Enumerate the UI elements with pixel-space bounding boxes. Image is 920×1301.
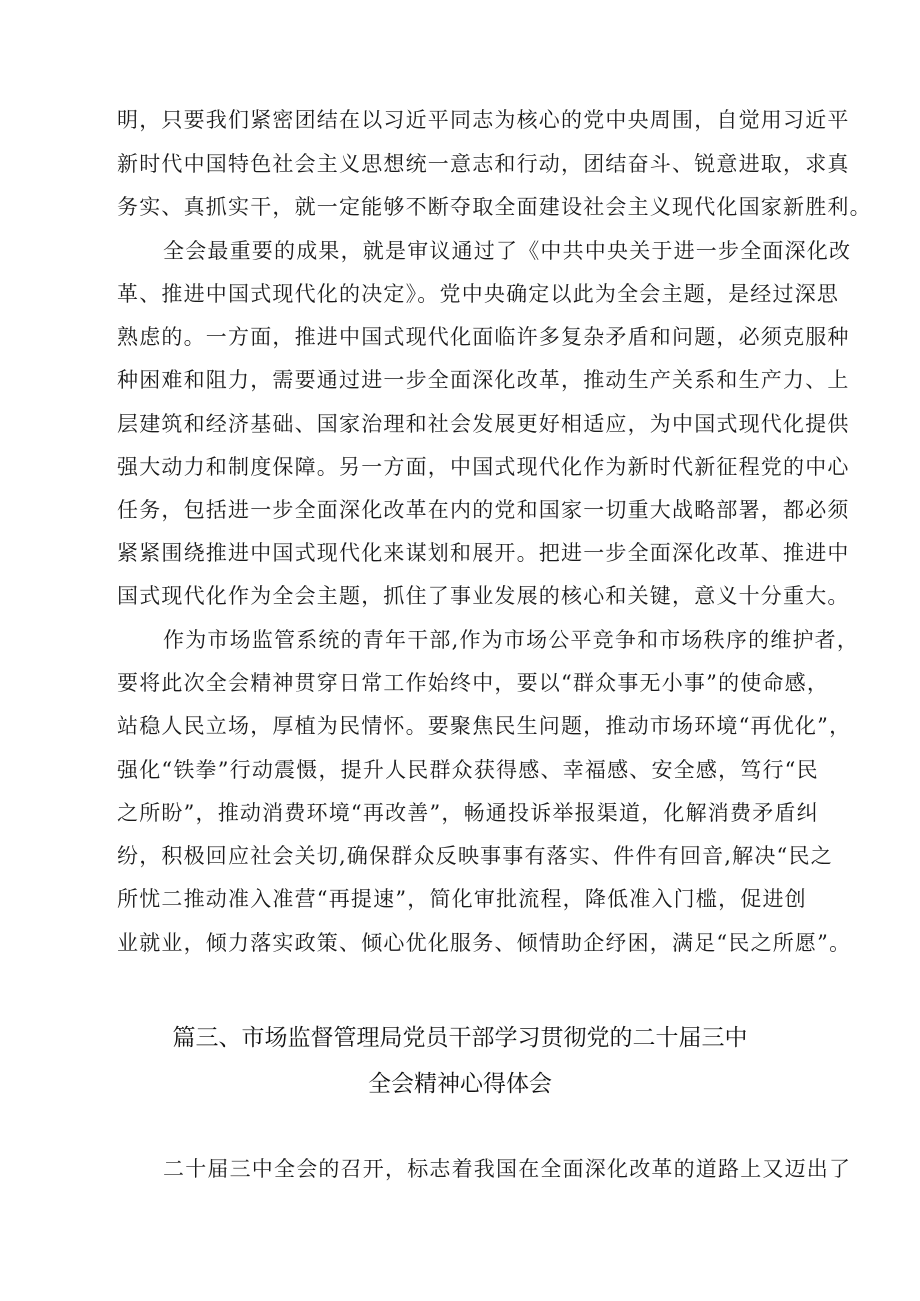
paragraph-2-line-1: 全会最重要的成果，就是审议通过了《中共中央关于进一步全面深化改	[163, 239, 852, 263]
paragraph-2-line-8: 紧紧围绕推进中国式现代化来谋划和展开。把进一步全面深化改革、推进中	[117, 541, 850, 565]
paragraph-1-line-3: 务实、真抓实干，就一定能够不断夺取全面建设社会主义现代化国家新胜利。	[117, 195, 872, 219]
paragraph-1-line-2: 新时代中国特色社会主义思想统一意志和行动，团结奋斗、锐意进取，求真	[117, 152, 850, 176]
paragraph-2-line-4: 种困难和阻力，需要通过进一步全面深化改革，推动生产关系和生产力、上	[117, 368, 850, 392]
section-heading-line-2: 全会精神心得体会	[368, 1071, 552, 1097]
paragraph-1-line-1: 明，只要我们紧密团结在以习近平同志为核心的党中央周围，自觉用习近平	[117, 108, 850, 132]
paragraph-3-line-8: 业就业，倾力落实政策、倾心优化服务、倾情助企纾困，满足“民之所愿”。	[117, 931, 852, 955]
paragraph-2-line-9: 国式现代化作为全会主题，抓住了事业发展的核心和关键，意义十分重大。	[117, 584, 850, 608]
paragraph-3-line-2: 要将此次全会精神贯穿日常工作始终中，要以“群众事无小事”的使命感，	[117, 671, 830, 695]
final-paragraph-line-1: 二十届三中全会的召开，标志着我国在全面深化改革的道路上又迈出了	[163, 1157, 852, 1181]
paragraph-3-line-5: 之所盼”，推动消费环境“再改善”，畅通投诉举报渠道，化解消费矛盾纠	[117, 801, 819, 825]
paragraph-2-line-5: 层建筑和经济基础、国家治理和社会发展更好相适应，为中国式现代化提供	[117, 412, 850, 436]
paragraph-3-line-4: 强化“铁拳”行动震慑，提升人民群众获得感、幸福感、安全感，笃行“民	[117, 758, 819, 782]
section-heading-line-1: 篇三、市场监督管理局党员干部学习贯彻党的二十届三中	[172, 1025, 748, 1051]
paragraph-3-line-3: 站稳人民立场，厚植为民情怀。要聚焦民生问题，推动市场环境“再优化”，	[117, 714, 852, 738]
paragraph-3-line-6: 纷，积极回应社会关切,确保群众反映事事有落实、件件有回音,解决“民之	[117, 844, 833, 868]
paragraph-2-line-7: 任务，包括进一步全面深化改革在内的党和国家一切重大战略部署，都必须	[117, 498, 850, 522]
paragraph-2-line-3: 熟虑的。一方面，推进中国式现代化面临许多复杂矛盾和问题，必须克服种	[117, 325, 850, 349]
paragraph-3-line-1: 作为市场监管系统的青年干部,作为市场公平竞争和市场秩序的维护者，	[163, 628, 860, 652]
paragraph-2-line-2: 革、推进中国式现代化的决定》。党中央确定以此为全会主题，是经过深思	[117, 282, 840, 306]
paragraph-3-line-7: 所忧二推动准入准营“再提速”，简化审批流程，降低准入门槛，促进创	[117, 887, 807, 911]
paragraph-2-line-6: 强大动力和制度保障。另一方面，中国式现代化作为新时代新征程党的中心	[117, 455, 850, 479]
